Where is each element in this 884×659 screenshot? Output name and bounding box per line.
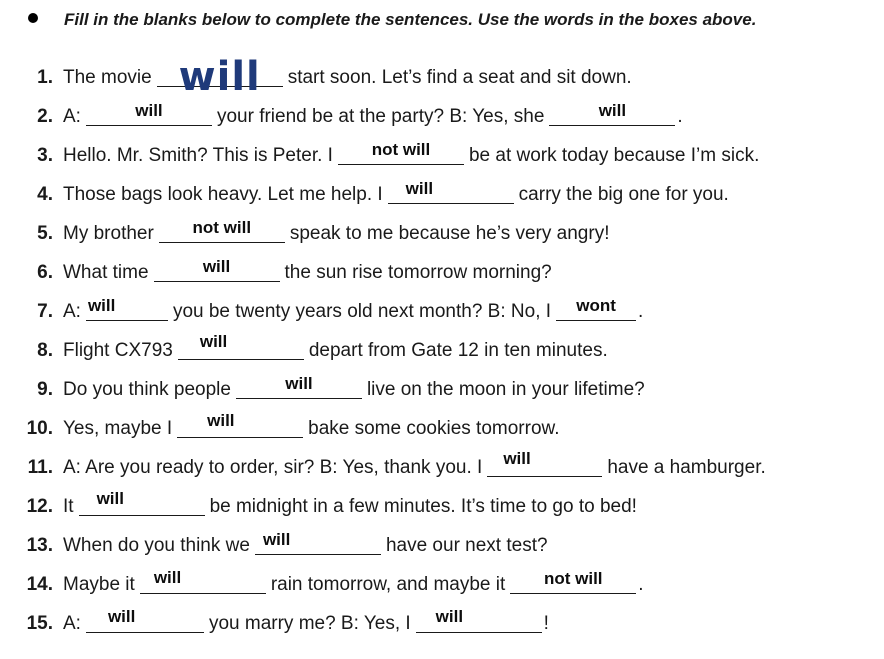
item-number: 1. — [37, 67, 53, 88]
typed-answer: will — [96, 489, 124, 508]
answer-blank[interactable] — [177, 411, 303, 438]
answer-blank[interactable] — [388, 179, 514, 204]
sentence-text: Do you think people — [63, 379, 231, 400]
sentence-text: depart from Gate 12 in ten minutes. — [308, 340, 608, 361]
answer-blank[interactable] — [79, 489, 205, 516]
typed-answer: will — [107, 607, 136, 626]
answer-blank[interactable] — [549, 101, 675, 126]
punctuation: . — [638, 574, 644, 595]
instruction-text: Fill in the blanks below to complete the sentences. Use the words in the boxes above. — [64, 10, 757, 29]
answer-blank[interactable] — [86, 296, 168, 321]
item-number: 15. — [26, 613, 53, 634]
bullet-icon — [28, 13, 38, 23]
item-number: 2. — [37, 106, 53, 127]
answer-blank[interactable] — [178, 332, 304, 360]
sentence-text: speak to me because he’s very angry! — [289, 223, 610, 244]
sentence-text: the sun rise tomorrow morning? — [284, 262, 552, 283]
item-number: 7. — [37, 301, 53, 322]
sentence-14 — [0, 568, 644, 596]
sentence-text: you be twenty years old next month? B: No, I — [172, 301, 552, 322]
sentence-text: Flight CX793 — [63, 340, 173, 361]
sentence-12 — [0, 489, 637, 518]
sentence-text: have our next test? — [385, 535, 548, 556]
sentence-text: A: — [63, 106, 81, 127]
sentence-4 — [0, 179, 729, 206]
typed-answer: will — [199, 332, 228, 351]
sentence-text: Those bags look heavy. Let me help. I — [63, 184, 383, 205]
typed-answer: will — [87, 296, 116, 315]
sentence-7 — [0, 296, 644, 323]
item-number: 4. — [37, 184, 53, 205]
sentence-text: you marry me? B: Yes, I — [208, 613, 411, 634]
sentence-6 — [0, 257, 552, 284]
sentence-text: Yes, maybe I — [63, 418, 173, 439]
sentence-8 — [0, 332, 608, 362]
sentence-text: A: — [63, 613, 81, 634]
item-number: 6. — [37, 262, 53, 283]
sentence-text: Maybe it — [63, 574, 135, 595]
typed-answer: will — [405, 179, 434, 198]
sentence-text: carry the big one for you. — [518, 184, 729, 205]
answer-blank[interactable] — [140, 568, 266, 594]
answer-blank[interactable] — [487, 449, 602, 477]
sentence-3 — [0, 140, 760, 167]
sentence-text: your friend be at the party? B: Yes, she — [216, 106, 545, 127]
typed-answer: will — [262, 530, 291, 549]
answer-blank[interactable] — [416, 607, 542, 633]
sentence-2 — [0, 101, 683, 128]
typed-answer: will — [435, 607, 464, 626]
punctuation: . — [677, 106, 683, 127]
sentence-11 — [0, 449, 766, 479]
typed-answer: not will — [543, 569, 603, 588]
sentence-text: live on the moon in your lifetime? — [366, 379, 645, 400]
sentence-1 — [0, 54, 632, 100]
punctuation: . — [638, 301, 644, 322]
sentence-text: rain tomorrow, and maybe it — [270, 574, 506, 595]
answer-blank[interactable] — [86, 101, 212, 126]
typed-answer: will — [153, 568, 182, 587]
typed-answer: not will — [192, 218, 252, 237]
sentence-text: be midnight in a few minutes. It’s time to go to bed! — [209, 496, 637, 517]
item-number: 11. — [27, 457, 53, 478]
answer-blank[interactable] — [157, 54, 283, 100]
sentence-5 — [0, 218, 610, 245]
sentence-text: It — [63, 496, 74, 517]
typed-answer: will — [598, 101, 627, 120]
answer-blank[interactable] — [556, 296, 636, 321]
typed-answer: will — [285, 374, 313, 393]
sentence-9 — [0, 374, 645, 401]
typed-answer: not will — [371, 140, 431, 159]
sentence-text: When do you think we — [63, 535, 250, 556]
answer-blank[interactable] — [338, 140, 464, 165]
answer-blank[interactable] — [510, 569, 636, 594]
answer-blank[interactable] — [86, 607, 204, 633]
item-number: 9. — [37, 379, 53, 400]
answer-blank[interactable] — [159, 218, 285, 243]
sentence-text: start soon. Let’s find a seat and sit down. — [287, 67, 632, 88]
sentence-text: have a hamburger. — [607, 457, 766, 478]
sentence-15 — [0, 607, 549, 635]
sentence-text: Hello. Mr. Smith? This is Peter. I — [63, 145, 333, 166]
sentence-10 — [0, 411, 560, 440]
typed-answer: will — [135, 101, 163, 120]
sentence-text: My brother — [63, 223, 154, 244]
sentence-13 — [0, 530, 548, 557]
sentence-text: The movie — [63, 67, 152, 88]
item-number: 8. — [37, 340, 53, 361]
sentence-text: be at work today because I’m sick. — [468, 145, 760, 166]
instruction-line — [28, 10, 756, 30]
item-number: 13. — [26, 535, 53, 556]
typed-answer: will — [503, 449, 531, 468]
item-number: 14. — [26, 574, 53, 595]
item-number: 10. — [26, 418, 53, 439]
sentence-text: A: Are you ready to order, sir? B: Yes, thank you. I — [63, 457, 483, 478]
answer-blank[interactable] — [255, 530, 381, 555]
item-number: 3. — [37, 145, 53, 166]
sentence-text: A: — [63, 301, 81, 322]
item-number: 12. — [26, 496, 53, 517]
typed-answer: will — [207, 411, 235, 430]
punctuation: ! — [543, 613, 549, 634]
typed-answer: will — [202, 257, 231, 276]
typed-answer: wont — [576, 296, 616, 315]
sentence-text: bake some cookies tomorrow. — [308, 418, 560, 439]
answer-blank[interactable] — [154, 257, 280, 282]
sentence-text: What time — [63, 262, 149, 283]
handwritten-answer: will — [178, 54, 261, 100]
item-number: 5. — [37, 223, 53, 244]
answer-blank[interactable] — [236, 374, 362, 399]
